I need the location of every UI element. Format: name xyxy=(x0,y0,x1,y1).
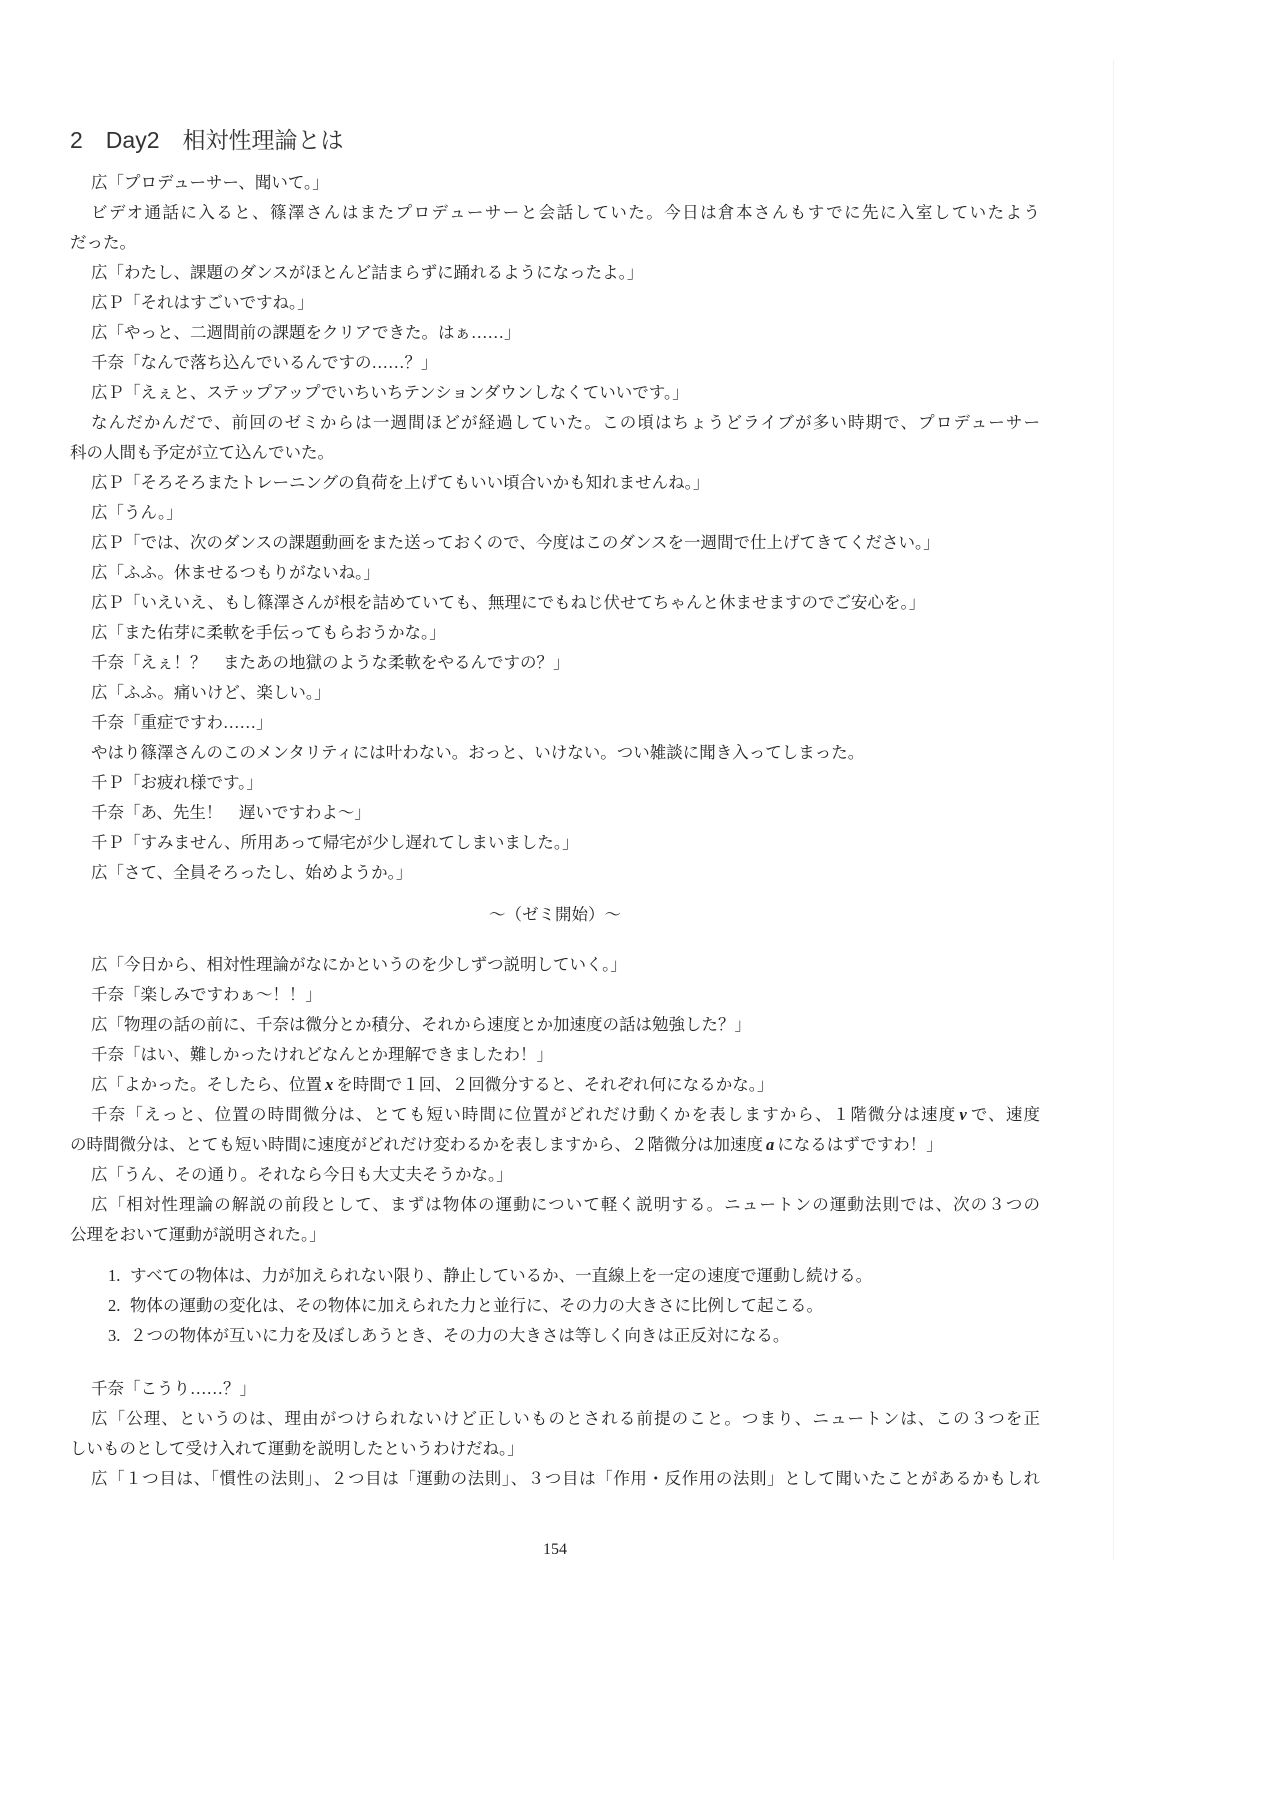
text-segment: になるはずですわ！」 xyxy=(777,1135,943,1154)
paragraph xyxy=(70,1010,1040,1040)
paragraph xyxy=(70,408,1040,468)
text-line: 千奈「楽しみですわぁ～！！」 xyxy=(91,985,322,1004)
text-line: だった。 xyxy=(70,233,136,252)
text-line: 千奈「あ、先生！ 遅いですわよ～」 xyxy=(91,803,371,822)
paragraph xyxy=(70,1190,1040,1250)
text-line: 千奈「こうり……？」 xyxy=(91,1379,256,1398)
paragraph xyxy=(70,858,1040,888)
text-line: 広「相対性理論の解説の前段として、まずは物体の運動について軽く説明する。ニュートンの運動法則では、次の３つの xyxy=(91,1195,1040,1214)
text-segment: 広「よかった。そしたら、位置 xyxy=(91,1075,322,1094)
paragraph xyxy=(70,1070,1040,1100)
text-segment: を時間で１回、２回微分すると、それぞれ何になるかな。」 xyxy=(336,1075,774,1094)
paragraph xyxy=(70,768,1040,798)
text-line: 広Ｐ「えぇと、ステップアップでいちいちテンションダウンしなくていいです。」 xyxy=(91,383,689,402)
text-line: 広「公理、というのは、理由がつけられないけど正しいものとされる前提のこと。つまり、ニュートンは、この３つを正 xyxy=(91,1409,1040,1428)
axiom-item xyxy=(108,1321,872,1351)
text-line: 広「ふふ。痛いけど、楽しい。」 xyxy=(91,683,331,702)
paragraph xyxy=(70,1374,1040,1404)
paragraph xyxy=(70,798,1040,828)
scene-separator: ～（ゼミ開始）～ xyxy=(489,905,621,924)
text-segment: 千奈「えっと、位置の時間微分は、とても短い時間に位置がどれだけ動くかを表しますから、１階微分は速度 xyxy=(91,1105,957,1124)
paragraph xyxy=(70,288,1040,318)
section-heading: 2 Day2 相対性理論とは xyxy=(70,127,344,153)
text-line: 広「わたし、課題のダンスがほとんど詰まらずに踊れるようになったよ。」 xyxy=(91,263,644,282)
text-line: ビデオ通話に入ると、篠澤さんはまたプロデューサーと会話していた。今日は倉本さんもすでに先に入室していたよう xyxy=(91,203,1040,222)
text-line xyxy=(70,1070,1040,1100)
math-variable: x xyxy=(325,1075,334,1094)
text-line: なんだかんだで、前回のゼミからは一週間ほどが経過していた。この頃はちょうどライブが多い時期で、プロデューサー xyxy=(91,413,1040,432)
text-line: 広「さて、全員そろったし、始めようか。」 xyxy=(91,863,413,882)
math-variable: v xyxy=(959,1105,967,1124)
paragraph xyxy=(70,950,1040,980)
paragraph xyxy=(70,468,1040,498)
text-line: 広「物理の話の前に、千奈は微分とか積分、それから速度とか加速度の話は勉強した？」 xyxy=(91,1015,751,1034)
paragraph xyxy=(70,828,1040,858)
text-line: 千奈「なんで落ち込んでいるんですの……？」 xyxy=(91,353,438,372)
paragraph xyxy=(70,1040,1040,1070)
text-line: 千奈「重症ですわ……」 xyxy=(91,713,273,732)
text-line xyxy=(70,1100,1040,1130)
text-line: 広Ｐ「いえいえ、もし篠澤さんが根を詰めていても、無理にでもねじ伏せてちゃんと休ませますのでご安心を。」 xyxy=(91,593,926,612)
paragraph xyxy=(70,378,1040,408)
text-line: 広「うん。」 xyxy=(91,503,183,522)
axiom-text: ２つの物体が互いに力を及ぼしあうとき、その力の大きさは等しく向きは正反対になる。 xyxy=(130,1326,790,1345)
text-line: 広「うん、その通り。それなら今日も大丈夫そうかな。」 xyxy=(91,1165,513,1184)
paragraph xyxy=(70,528,1040,558)
paragraph xyxy=(70,648,1040,678)
text-line: しいものとして受け入れて運動を説明したというわけだね。」 xyxy=(70,1439,524,1458)
paragraph xyxy=(70,1404,1040,1464)
paragraph xyxy=(70,498,1040,528)
paragraph xyxy=(70,738,1040,768)
paragraph xyxy=(70,318,1040,348)
text-line: 千Ｐ「お疲れ様です。」 xyxy=(91,773,263,792)
text-line: 広「やっと、二週間前の課題をクリアできた。はぁ……」 xyxy=(91,323,521,342)
text-line: 広「また佑芽に柔軟を手伝ってもらおうかな。」 xyxy=(91,623,446,642)
paragraph xyxy=(70,678,1040,708)
page-number: 154 xyxy=(543,1541,567,1558)
paragraph xyxy=(70,618,1040,648)
text-line: 広Ｐ「そろそろまたトレーニングの負荷を上げてもいい頃合いかも知れませんね。」 xyxy=(91,473,710,492)
axiom-item xyxy=(108,1261,872,1291)
paragraph xyxy=(70,1464,1040,1494)
text-line: 広Ｐ「それはすごいですね。」 xyxy=(91,293,314,312)
math-variable: a xyxy=(766,1135,775,1154)
axiom-number: 3. xyxy=(108,1326,121,1345)
text-line: 科の人間も予定が立て込んでいた。 xyxy=(70,443,334,462)
text-line: やはり篠澤さんのこのメンタリティには叶わない。おっと、いけない。つい雑談に聞き入ってしまった。 xyxy=(91,743,865,762)
axiom-number: 2. xyxy=(108,1296,121,1315)
paragraph xyxy=(70,708,1040,738)
paragraph xyxy=(70,980,1040,1010)
text-line xyxy=(70,1130,1040,1160)
paragraph xyxy=(70,1100,1040,1160)
paragraph xyxy=(70,198,1040,258)
dialogue-block-intro xyxy=(70,168,1040,888)
paragraph xyxy=(70,258,1040,288)
paragraph xyxy=(70,588,1040,618)
text-line: 広「プロデューサー、聞いて。」 xyxy=(91,173,329,192)
dialogue-block-axioms xyxy=(70,1374,1040,1494)
text-line: 広「今日から、相対性理論がなにかというのを少しずつ説明していく。」 xyxy=(91,955,627,974)
axiom-text: 物体の運動の変化は、その物体に加えられた力と並行に、その力の大きさに比例して起こる。 xyxy=(130,1296,823,1315)
text-line: 広Ｐ「では、次のダンスの課題動画をまた送っておくので、今度はこのダンスを一週間で仕上げてきてください。」 xyxy=(91,533,940,552)
paragraph xyxy=(70,348,1040,378)
axiom-number: 1. xyxy=(108,1266,121,1285)
dialogue-block-seminar xyxy=(70,950,1040,1250)
axiom-item xyxy=(108,1291,872,1321)
text-line: 広「１つ目は、「慣性の法則」、２つ目は「運動の法則」、３つ目は「作用・反作用の法則」として聞いたことがあるかもしれ xyxy=(91,1469,1040,1488)
text-segment: で、速度 xyxy=(969,1105,1040,1124)
text-line: 千Ｐ「すみません、所用あって帰宅が少し遅れてしまいました。」 xyxy=(91,833,579,852)
paragraph xyxy=(70,1160,1040,1190)
text-line: 広「ふふ。休ませるつもりがないね。」 xyxy=(91,563,380,582)
newton-axioms-list xyxy=(108,1261,872,1351)
text-line: 千奈「えぇ！？ またあの地獄のような柔軟をやるんですの？」 xyxy=(91,653,570,672)
paragraph xyxy=(70,558,1040,588)
text-line: 千奈「はい、難しかったけれどなんとか理解できましたわ！」 xyxy=(91,1045,553,1064)
scan-edge-line xyxy=(1113,60,1114,1560)
axiom-text: すべての物体は、力が加えられない限り、静止しているか、一直線上を一定の速度で運動し続ける。 xyxy=(130,1266,873,1285)
paragraph xyxy=(70,168,1040,198)
text-line: 公理をおいて運動が説明された。」 xyxy=(70,1225,326,1244)
text-segment: の時間微分は、とても短い時間に速度がどれだけ変わるかを表しますから、２階微分は加速度 xyxy=(70,1135,763,1154)
